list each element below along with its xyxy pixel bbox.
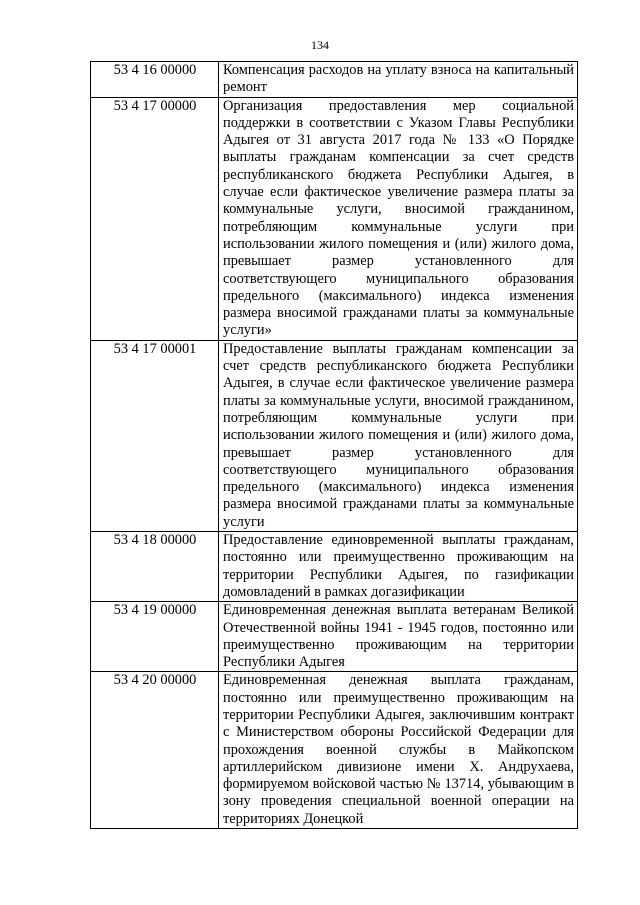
description-cell: Компенсация расходов на уплату взноса на капитальный ремонт	[219, 62, 578, 98]
code-cell: 53 4 19 00000	[91, 602, 219, 672]
code-cell: 53 4 17 00000	[91, 97, 219, 340]
table-row	[91, 672, 578, 829]
code-cell: 53 4 18 00000	[91, 532, 219, 602]
description-cell: Организация предоставления мер социальной поддержки в соответствии с Указом Главы Республики Адыгея от 31 августа 2017 года № 133 «О Порядке выплаты гражданам компенсации за счет средств республиканского бюджета Республики Адыгея, в случае если фактическое увеличение размера платы за коммунальные услуги, вносимой гражданином, потребляющим коммунальные услуги при использовании жилого помещения и (или) жилого дома, превышает размер установленного для соответствующего муниципального образования предельного (максимального) индекса изменения размера вносимой гражданами платы за коммунальные услуги»	[219, 97, 578, 340]
code-cell: 53 4 20 00000	[91, 672, 219, 829]
description-cell: Единовременная денежная выплата ветеранам Великой Отечественной войны 1941 - 1945 годов, постоянно или преимущественно проживающим на территории Республики Адыгея	[219, 602, 578, 672]
code-cell: 53 4 16 00000	[91, 62, 219, 98]
budget-codes-table	[90, 61, 578, 829]
table-row	[91, 532, 578, 602]
description-cell: Предоставление единовременной выплаты гражданам, постоянно или преимущественно проживающим на территории Республики Адыгея, по газификации домовладений в рамках догазификации	[219, 532, 578, 602]
table-row	[91, 340, 578, 531]
table-row	[91, 62, 578, 98]
table-row	[91, 602, 578, 672]
code-cell: 53 4 17 00001	[91, 340, 219, 531]
description-cell: Единовременная денежная выплата гражданам, постоянно или преимущественно проживающим на территории Республики Адыгея, заключившим контракт с Министерством обороны Российской Федерации для прохождения военной службы в Майкопском артиллерийском дивизионе имени Х. Андрухаева, формируемом войсковой частью № 13714, убывающим в зону проведения специальной военной операции на территориях Донецкой	[219, 672, 578, 829]
page-number: 134	[311, 38, 329, 52]
description-cell: Предоставление выплаты гражданам компенсации за счет средств республиканского бюджета Республики Адыгея, в случае если фактическое увеличение размера платы за коммунальные услуги, вносимой гражданином, потребляющим коммунальные услуги при использовании жилого помещения и (или) жилого дома, превышает размер установленного для соответствующего муниципального образования предельного (максимального) индекса изменения размера вносимой гражданами платы за коммунальные услуги	[219, 340, 578, 531]
table-row	[91, 97, 578, 340]
